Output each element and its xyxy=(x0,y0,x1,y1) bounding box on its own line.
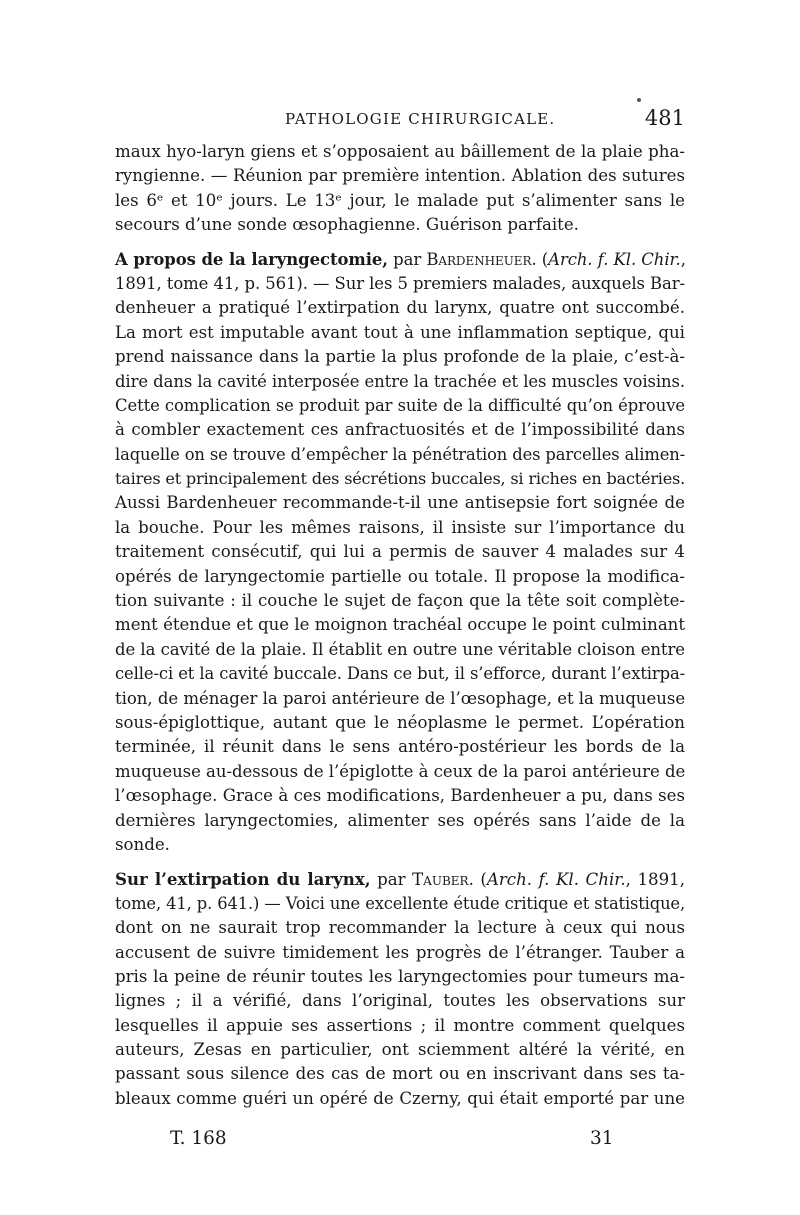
body-text xyxy=(115,140,685,1111)
section-heading-laryngectomie: A propos de la laryngectomie, xyxy=(115,249,388,269)
signature-mark: 31 xyxy=(590,1128,614,1149)
text-line: Aussi Bardenheuer recommande-t-il une antisepsie fort soignée de xyxy=(115,493,685,513)
text-line: sonde. xyxy=(115,834,170,854)
text-line: dernières laryngectomies, alimenter ses opérés sans l’aide de la xyxy=(115,810,685,830)
text-line: prend naissance dans la partie la plus profonde de la plaie, c’est-à- xyxy=(115,347,685,367)
text-line: ryngienne. — Réunion par première intention. Ablation des sutures xyxy=(115,166,685,186)
paragraph-1 xyxy=(115,140,685,238)
text-line: l’œsophage. Grace à ces modifications, Bardenheuer a pu, dans ses xyxy=(115,786,685,806)
text-line: de la cavité de la plaie. Il établit en outre une véritable cloison entre xyxy=(115,639,685,659)
text-line: tome, 41, p. 641.) — Voici une excellente étude critique et statistique, xyxy=(115,893,685,913)
running-title: PATHOLOGIE CHIRURGICALE. xyxy=(285,110,556,128)
journal-title: Arch. f. Kl. Chir. xyxy=(548,249,681,269)
text-line: maux hyo-laryn giens et s’opposaient au bâillement de la plaie pha- xyxy=(115,142,685,161)
page-number: 481 xyxy=(644,106,685,130)
text-line: lesquelles il appuie ses assertions ; il montre comment quelques xyxy=(115,1015,685,1035)
text-line: denheuer a pratiqué l’extirpation du larynx, quatre ont succombé. xyxy=(115,298,685,318)
running-head xyxy=(115,106,685,138)
text-line: dont on ne saurait trop recommander la lecture à ceux qui nous xyxy=(115,918,685,938)
text-line: accusent de suivre timidement les progrès de l’étranger. Tauber a xyxy=(115,942,685,962)
text-line: taires et principalement des sécrétions buccales, si riches en bactéries. xyxy=(115,469,685,489)
text-line: tion, de ménager la paroi antérieure de l’œsophage, et la muqueuse xyxy=(115,688,686,708)
text-line: les 6ᵉ et 10ᵉ jours. Le 13ᵉ jour, le malade put s’alimenter sans le xyxy=(115,190,685,210)
text-line: terminée, il réunit dans le sens antéro-postérieur les bords de la xyxy=(115,737,685,757)
text-line: secours d’une sonde œsophagienne. Guérison parfaite. xyxy=(115,215,579,235)
section-heading-extirpation: Sur l’extirpation du larynx, xyxy=(115,869,371,890)
text-line: la bouche. Pour les mêmes raisons, il insiste sur l’importance du xyxy=(115,517,685,537)
text-line: traitement consécutif, qui lui a permis de sauver 4 malades sur 4 xyxy=(115,542,685,562)
text-line: lignes ; il a vérifié, dans l’original, toutes les observations sur xyxy=(115,991,685,1011)
ink-speck xyxy=(637,98,641,102)
text-line: ment étendue et que le moignon trachéal occupe le point culminant xyxy=(115,615,685,635)
text-line: A propos de la laryngectomie, par Bardenheuer. (Arch. f. Kl. Chir., xyxy=(115,249,686,269)
text-line: laquelle on se trouve d’empêcher la pénétration des parcelles alimen- xyxy=(115,444,685,464)
text-line: muqueuse au-dessous de l’épiglotte à ceux de la paroi antérieure de xyxy=(115,761,686,781)
author-name: Bardenheuer xyxy=(426,249,532,269)
text-line: à combler exactement ces anfractuosités et de l’impossibilité dans xyxy=(115,420,685,440)
text-line: bleaux comme guéri un opéré de Czerny, qui était emporté par une xyxy=(115,1088,685,1108)
text-line: sous-épiglottique, autant que le néoplasme le permet. L’opération xyxy=(115,712,685,732)
text-line: pris la peine de réunir toutes les laryngectomies pour tumeurs ma- xyxy=(115,966,685,986)
journal-title: Arch. f. Kl. Chir. xyxy=(486,870,626,890)
text-line: 1891, tome 41, p. 561). — Sur les 5 premiers malades, auxquels Bar- xyxy=(115,273,685,293)
text-line: Sur l’extirpation du larynx, par Tauber. (Arch. f. Kl. Chir., 1891, xyxy=(115,869,685,890)
text-line: La mort est imputable avant tout à une inflammation septique, qui xyxy=(115,322,685,342)
text-line: tion suivante : il couche le sujet de façon que la tête soit complète- xyxy=(115,591,685,611)
text-line: celle-ci et la cavité buccale. Dans ce but, il s’efforce, durant l’extirpa- xyxy=(115,664,686,684)
author-name: Tauber xyxy=(412,870,469,890)
text-line: auteurs, Zesas en particulier, ont sciemment altéré la vérité, en xyxy=(115,1040,685,1060)
text-line: dire dans la cavité interposée entre la trachée et les muscles voisins. xyxy=(115,371,685,391)
paragraph-3 xyxy=(115,867,685,1111)
text-line: passant sous silence des cas de mort ou en inscrivant dans ses ta- xyxy=(115,1064,685,1084)
text-line: opérés de laryngectomie partielle ou totale. Il propose la modifica- xyxy=(115,566,685,586)
text-line: Cette complication se produit par suite de la difficulté qu’on éprouve xyxy=(115,395,685,415)
paragraph-2 xyxy=(115,248,685,858)
volume-mark: T. 168 xyxy=(170,1128,227,1149)
